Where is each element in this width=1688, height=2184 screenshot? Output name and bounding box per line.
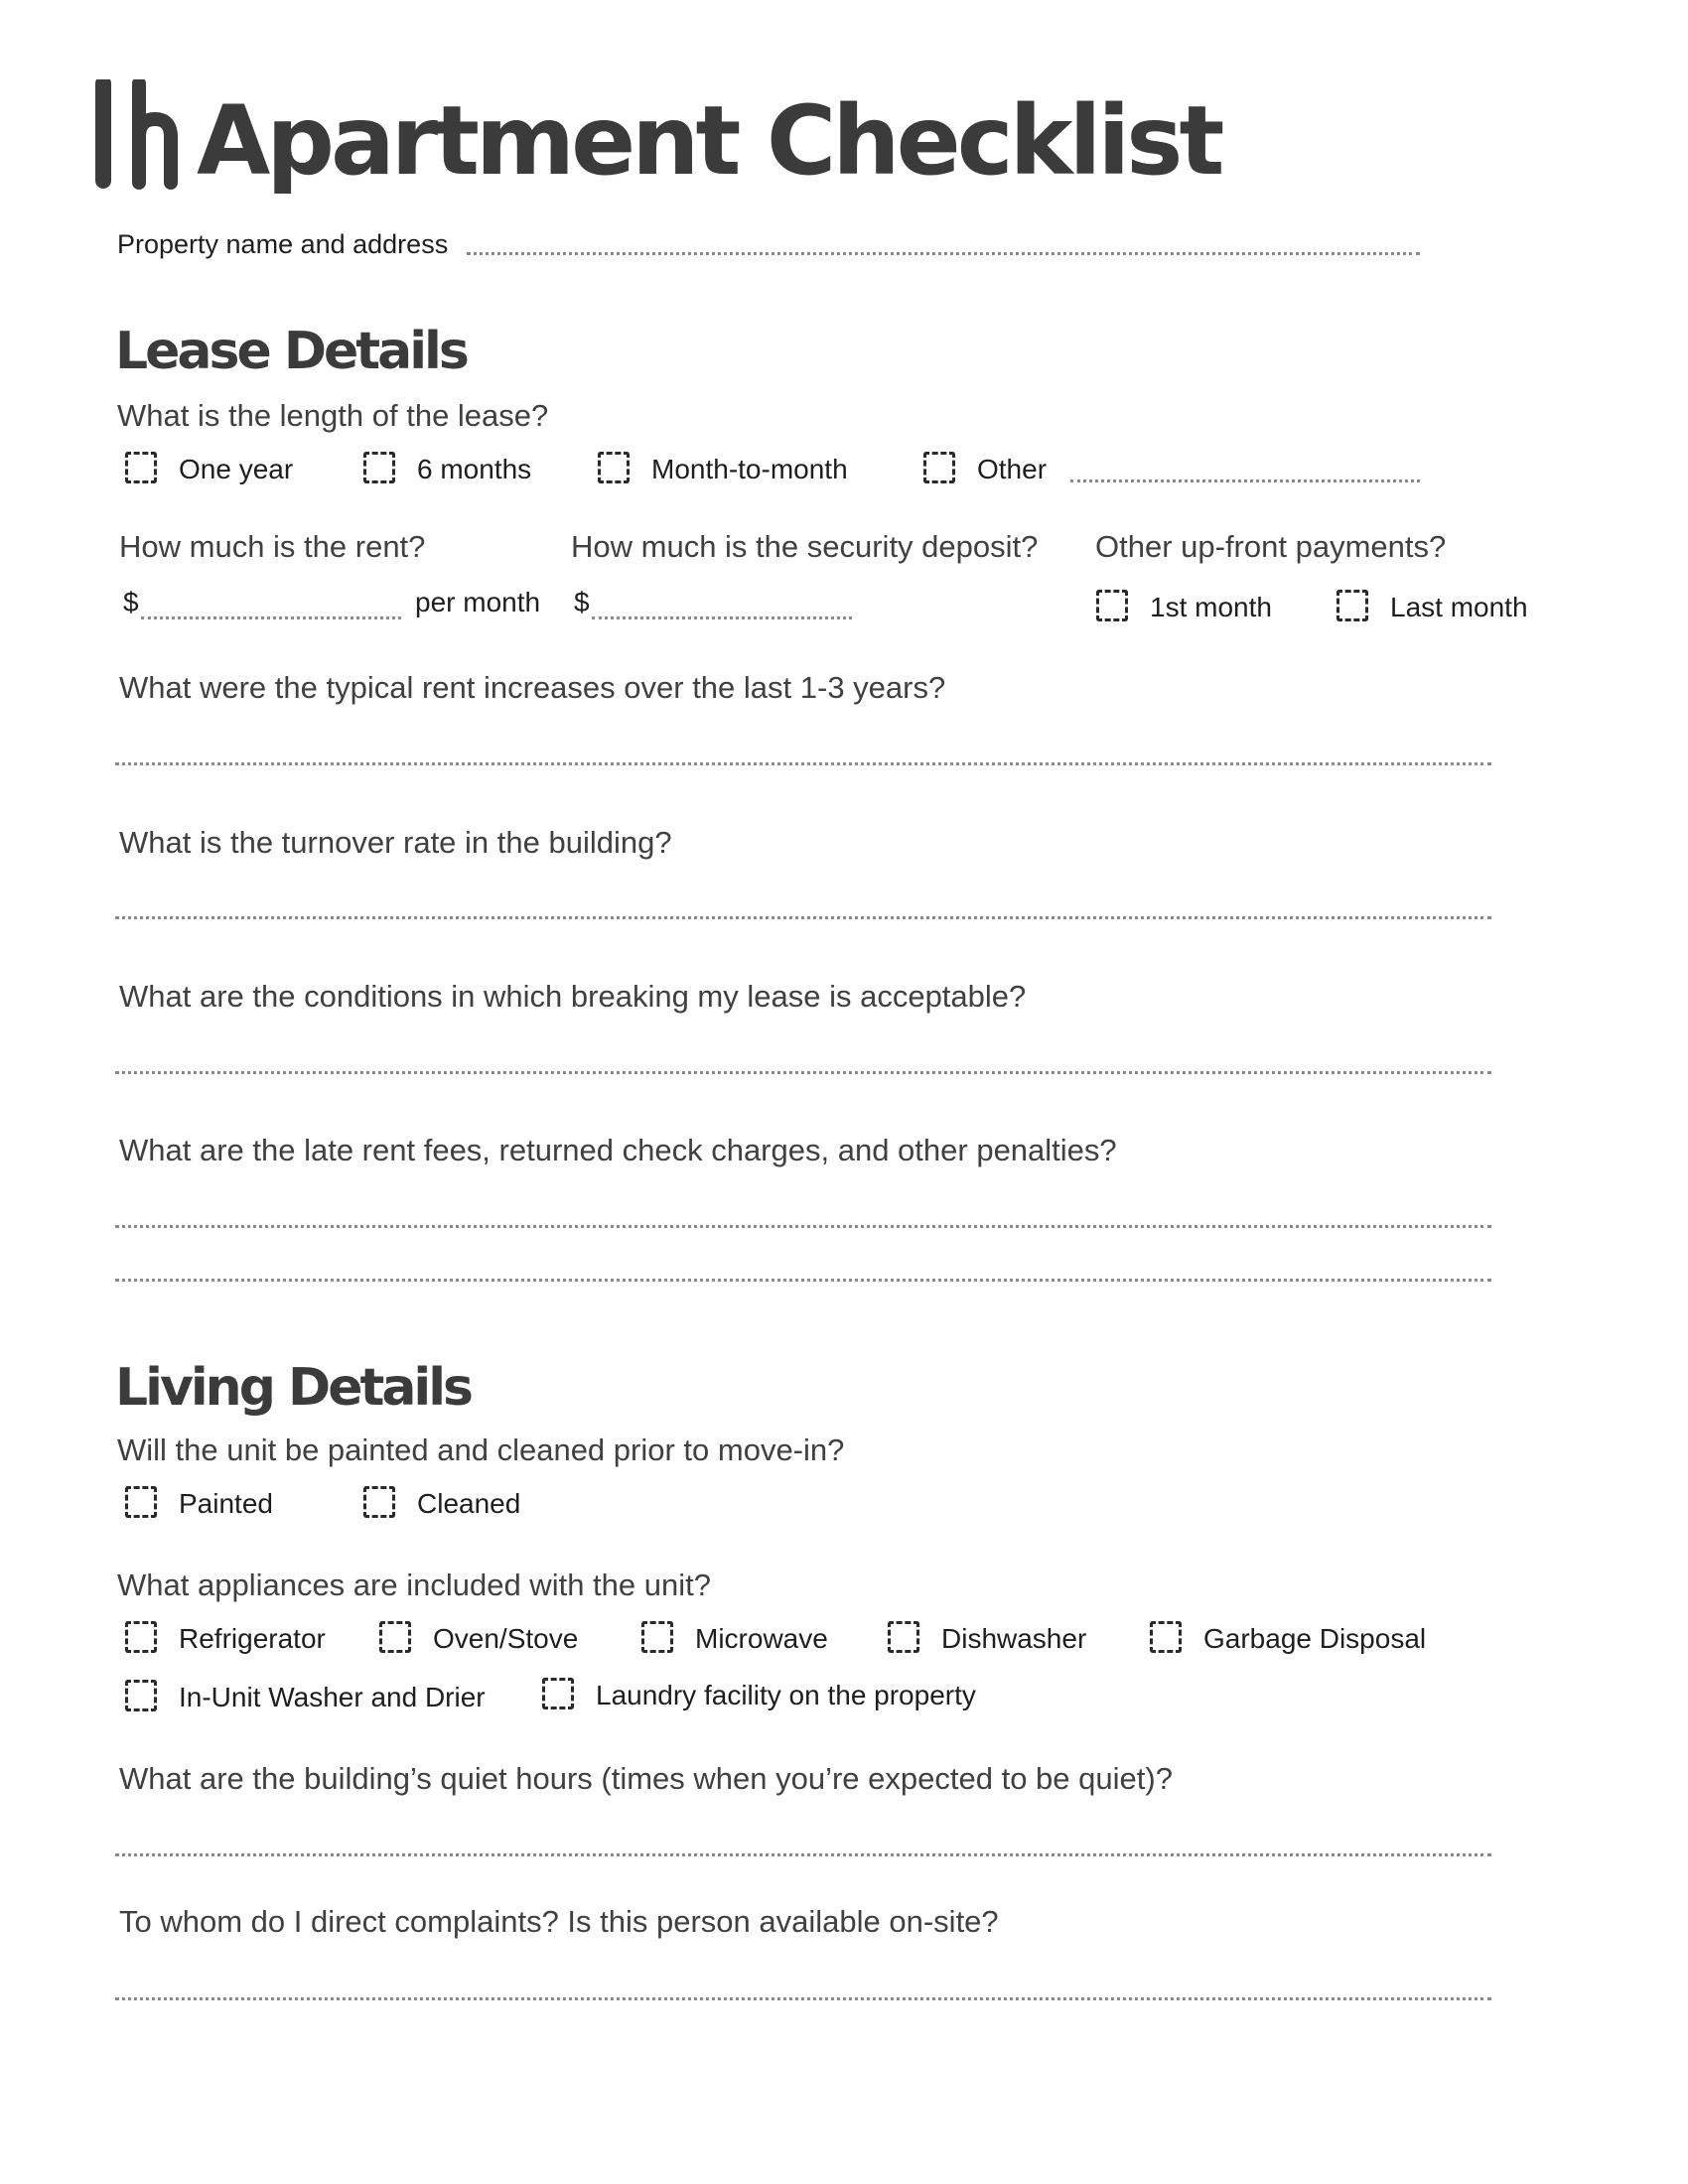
checkbox-oven-stove[interactable] (379, 1621, 411, 1653)
complaints-answer-line[interactable] (115, 1997, 1491, 2000)
turnover-question: What is the turnover rate in the building? (119, 825, 672, 860)
option-last-month: Last month (1390, 592, 1528, 622)
option-dishwasher: Dishwasher (941, 1623, 1087, 1654)
deposit-question: How much is the security deposit? (571, 529, 1039, 564)
option-in-unit-washer: In-Unit Washer and Drier (179, 1682, 486, 1712)
deposit-input-line[interactable] (592, 616, 852, 619)
fees-answer-line-2[interactable] (115, 1279, 1491, 1282)
lease-length-question: What is the length of the lease? (117, 398, 549, 433)
lease-details-heading: Lease Details (115, 322, 467, 381)
appliances-question: What appliances are included with the unit? (117, 1568, 711, 1602)
quiet-hours-question: What are the building’s quiet hours (times when you’re expected to be quiet)? (119, 1761, 1173, 1796)
rent-currency: $ (123, 587, 139, 617)
deposit-currency: $ (574, 587, 590, 617)
breaking-lease-question: What are the conditions in which breaking my lease is acceptable? (119, 979, 1027, 1014)
lh-logo-icon (91, 79, 181, 191)
property-label: Property name and address (117, 229, 449, 259)
checkbox-dishwasher[interactable] (888, 1621, 919, 1653)
paint-clean-question: Will the unit be painted and cleaned prior to move-in? (117, 1433, 845, 1467)
option-one-year: One year (179, 454, 294, 484)
checkbox-1st-month[interactable] (1096, 590, 1128, 621)
rent-suffix: per month (415, 587, 541, 617)
option-garbage-disposal: Garbage Disposal (1203, 1623, 1427, 1654)
checkbox-6-months[interactable] (363, 452, 395, 483)
complaints-question: To whom do I direct complaints? Is this person available on-site? (119, 1904, 999, 1939)
property-input-line[interactable] (467, 252, 1420, 255)
checkbox-cleaned[interactable] (363, 1486, 395, 1518)
rent-question: How much is the rent? (119, 529, 426, 564)
checkbox-garbage-disposal[interactable] (1150, 1621, 1182, 1653)
checkbox-in-unit-washer[interactable] (125, 1680, 157, 1711)
rent-input-line[interactable] (141, 616, 401, 619)
rent-increase-answer-line[interactable] (115, 762, 1491, 765)
turnover-answer-line[interactable] (115, 916, 1491, 919)
rent-increase-question: What were the typical rent increases over the last 1-3 years? (119, 670, 946, 705)
option-6-months: 6 months (417, 454, 532, 484)
option-cleaned: Cleaned (417, 1488, 521, 1519)
option-painted: Painted (179, 1488, 273, 1519)
option-laundry-facility: Laundry facility on the property (596, 1680, 976, 1710)
checkbox-painted[interactable] (125, 1486, 157, 1518)
checkbox-month-to-month[interactable] (598, 452, 630, 483)
option-microwave: Microwave (695, 1623, 828, 1654)
other-length-input-line[interactable] (1070, 479, 1420, 482)
checkbox-other[interactable] (923, 452, 955, 483)
option-month-to-month: Month-to-month (651, 454, 848, 484)
checkbox-last-month[interactable] (1336, 590, 1368, 621)
living-details-heading: Living Details (115, 1358, 472, 1418)
fees-answer-line-1[interactable] (115, 1225, 1491, 1228)
upfront-question: Other up-front payments? (1095, 529, 1447, 564)
option-refrigerator: Refrigerator (179, 1623, 326, 1654)
quiet-hours-answer-line[interactable] (115, 1853, 1491, 1856)
checkbox-microwave[interactable] (641, 1621, 673, 1653)
fees-question: What are the late rent fees, returned check charges, and other penalties? (119, 1133, 1117, 1167)
checkbox-refrigerator[interactable] (125, 1621, 157, 1653)
checkbox-one-year[interactable] (125, 452, 157, 483)
page-title: Apartment Checklist (197, 85, 1221, 197)
checkbox-laundry-facility[interactable] (542, 1678, 574, 1709)
breaking-lease-answer-line[interactable] (115, 1071, 1491, 1074)
option-oven-stove: Oven/Stove (433, 1623, 579, 1654)
option-other: Other (977, 454, 1048, 484)
option-1st-month: 1st month (1150, 592, 1272, 622)
